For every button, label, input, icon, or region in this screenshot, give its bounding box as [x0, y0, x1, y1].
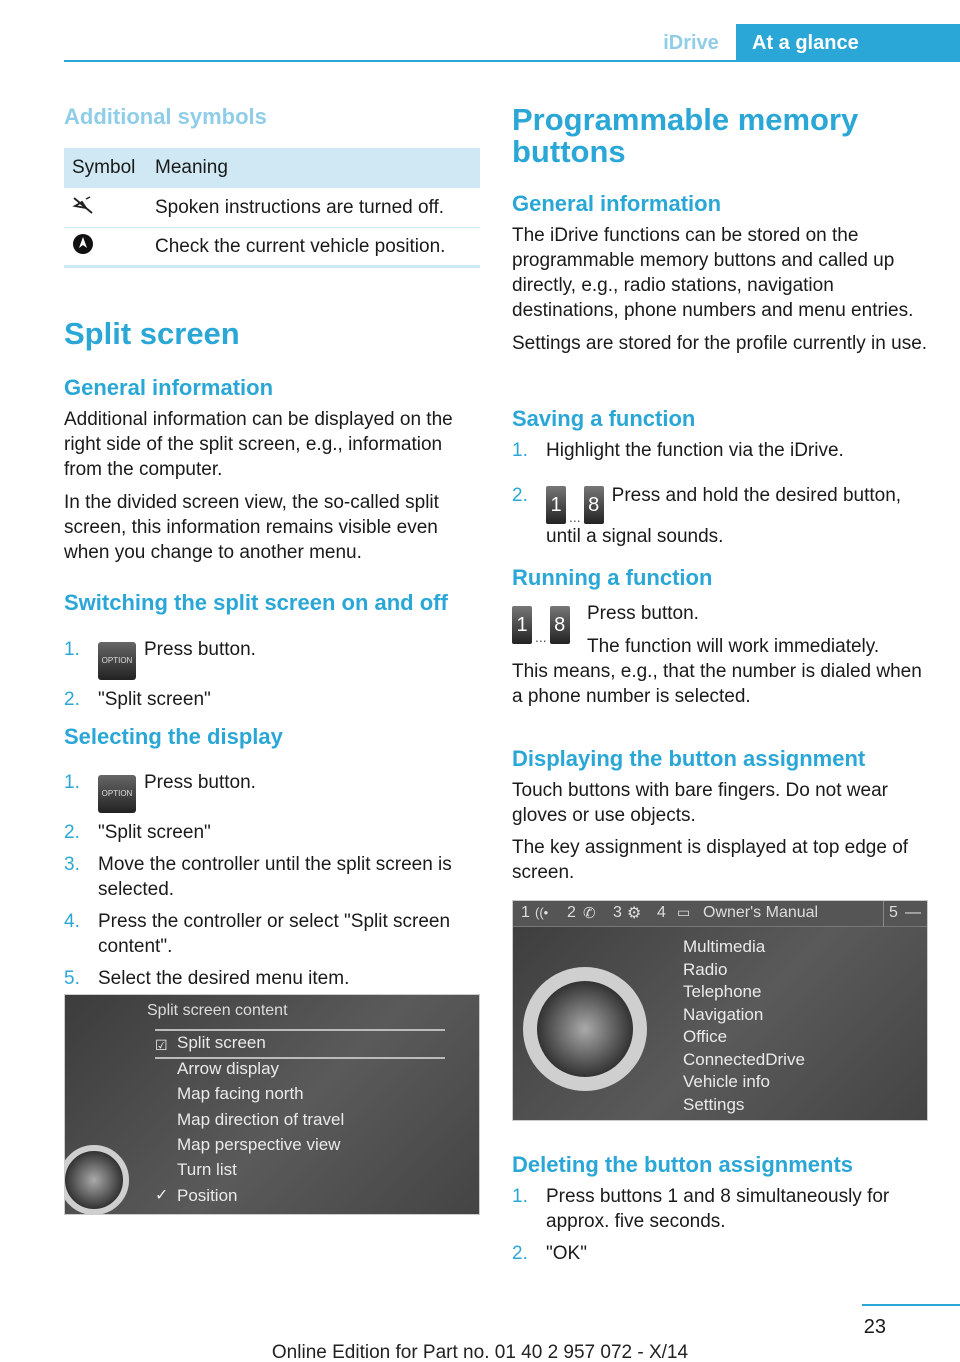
list-item: 5. Select the desired menu item.	[64, 968, 350, 989]
speaker-off-icon	[72, 194, 94, 216]
running-paragraph: This means, e.g., that the number is dialed when a phone number is selected.	[512, 661, 922, 707]
list-item: 1. Highlight the function via the iDrive.	[512, 440, 844, 461]
meaning-text: Check the current vehicle position.	[155, 235, 446, 257]
screen-item: Settings	[683, 1095, 745, 1114]
screen-item: Split screen	[177, 1033, 266, 1052]
list-item: 1. OPTIONPress button.	[64, 770, 480, 813]
screen-item: Radio	[683, 960, 728, 979]
controller-knob	[523, 967, 647, 1091]
symbols-table	[64, 148, 480, 268]
page-number: 23	[863, 1316, 886, 1338]
running-line-2: The function will work immediately.	[587, 636, 880, 657]
memory-general-heading: General information	[512, 191, 722, 216]
screen-item: Navigation	[683, 1005, 764, 1024]
meaning-text: Spoken instructions are turned off.	[155, 196, 445, 218]
col-meaning: Meaning	[155, 157, 228, 178]
screen-item: Office	[683, 1027, 728, 1046]
screen-item: Arrow display	[177, 1059, 280, 1078]
list-item: 2. "OK"	[512, 1243, 587, 1264]
screen-item: Vehicle info	[683, 1072, 770, 1091]
checkbox-icon: ☑	[155, 1037, 168, 1053]
list-item: 2. "Split screen"	[64, 689, 211, 710]
screen-item: Position	[177, 1186, 238, 1205]
option-button-icon: OPTION	[98, 775, 136, 813]
list-item: 4. Press the controller or select "Split screen content".	[64, 911, 451, 957]
screen-item: ConnectedDrive	[683, 1050, 805, 1069]
split-paragraph-2: In the divided screen view, the so-called split screen, this information remains visible even when you change to another menu.	[64, 492, 439, 563]
header-rule	[64, 60, 960, 62]
split-general-heading: General information	[64, 375, 274, 400]
split-paragraph-1: Additional information can be displayed on the right side of the split screen, e.g., information from the computer.	[64, 409, 453, 480]
running-heading: Running a function	[512, 565, 713, 590]
header-chapter: At a glance	[736, 24, 960, 62]
running-line-1: Press button.	[587, 603, 699, 624]
display-paragraph-2: The key assignment is displayed at top edge of screen.	[512, 837, 909, 883]
vehicle-position-icon	[72, 233, 94, 255]
memory-buttons-title: Programmable memory buttons	[512, 102, 859, 169]
screen-item: Map facing north	[177, 1084, 304, 1103]
dash-icon: —	[905, 904, 921, 921]
phone-icon: ✆	[583, 905, 596, 922]
screen-item: Telephone	[683, 982, 762, 1001]
split-screen-title: Split screen	[64, 316, 240, 351]
memory-keys-icon: 1 ... 8	[512, 606, 570, 644]
col-symbol: Symbol	[72, 157, 136, 178]
display-heading: Displaying the button assignment	[512, 746, 866, 771]
deleting-steps	[512, 1184, 930, 1273]
gear-icon: ⚙	[627, 905, 642, 922]
list-item: 1. Press buttons 1 and 8 simultaneously for approx. five seconds.	[512, 1186, 890, 1232]
screen-title: Split screen content	[147, 1002, 288, 1019]
memory-keys-icon: 1 ... 8	[546, 486, 604, 524]
table-row	[64, 188, 480, 228]
checkmark-icon: ✓	[155, 1187, 169, 1204]
switch-steps	[64, 637, 480, 719]
list-item: 1. OPTIONPress button.	[64, 637, 480, 680]
symbols-table-header	[64, 148, 480, 188]
deleting-heading: Deleting the button assignments	[512, 1152, 854, 1177]
assignment-bar: 1 ((• 2 ✆ 3 ⚙ 4 ▭ Owner's Manual 5 —	[513, 901, 927, 927]
edition-footer: Online Edition for Part no. 01 40 2 957 072 - X/14	[271, 1342, 689, 1362]
select-steps	[64, 770, 480, 998]
bar-label: Owner's Manual	[703, 904, 819, 921]
saving-heading: Saving a function	[512, 406, 696, 431]
memory-paragraph-2: Settings are stored for the profile currently in use.	[512, 333, 928, 354]
screen-item: Turn list	[177, 1160, 237, 1179]
list-item: 2. 1 ... 8 Press and hold the desired button, until a signal sounds.	[512, 485, 902, 547]
switch-heading: Switching the split screen on and off	[64, 590, 448, 615]
screen-item: Map direction of travel	[177, 1110, 345, 1129]
option-button-icon: OPTION	[98, 642, 136, 680]
list-item: 3. Move the controller until the split screen is selected.	[64, 854, 452, 900]
header-section: iDrive	[646, 24, 736, 62]
screen-item: Multimedia	[683, 937, 766, 956]
antenna-icon: ((•	[535, 905, 549, 920]
screen-item: Map perspective view	[177, 1135, 341, 1154]
button-assignment-screenshot	[512, 900, 928, 1121]
footer-rule	[862, 1304, 960, 1306]
list-item: 2. "Split screen"	[64, 822, 211, 843]
split-screen-content-screenshot	[64, 994, 480, 1215]
saving-steps	[512, 438, 930, 556]
display-paragraph-1: Touch buttons with bare fingers. Do not wear gloves or use objects.	[512, 780, 888, 826]
additional-symbols-heading: Additional symbols	[64, 104, 267, 129]
table-row	[64, 228, 480, 268]
controller-knob	[64, 1145, 129, 1215]
select-heading: Selecting the display	[64, 724, 283, 749]
memory-paragraph-1: The iDrive functions can be stored on the programmable memory buttons and called up directly, e.g., radio stations, navigation destinations, phone numbers and menu entries.	[512, 225, 914, 321]
car-icon: ▭	[677, 904, 691, 920]
